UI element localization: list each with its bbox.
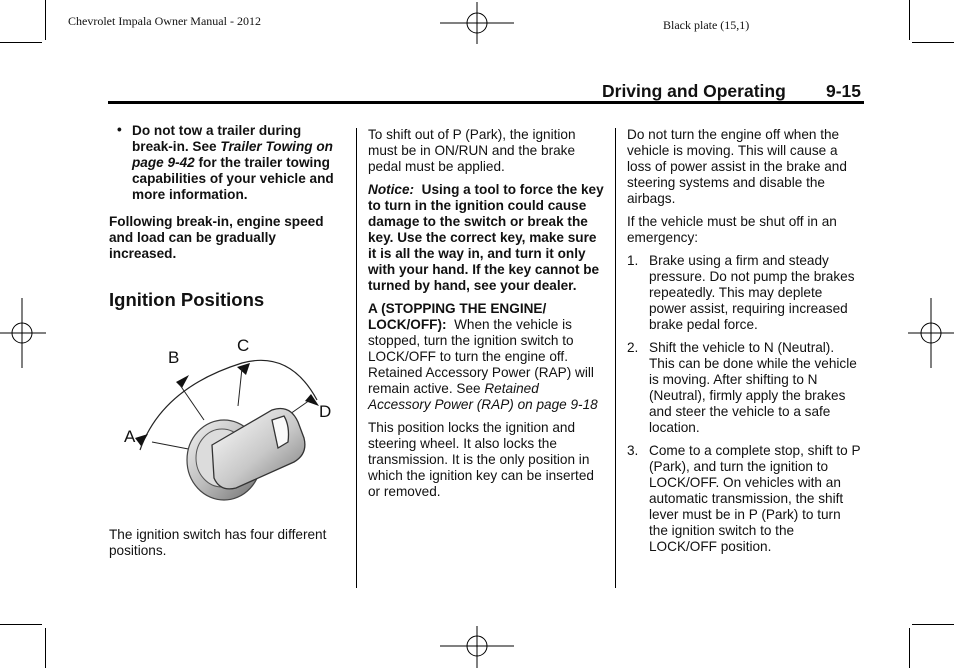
section-title: Driving and Operating <box>602 81 786 101</box>
position-line-c <box>238 368 242 406</box>
position-a-label: A (STOPPING THE ENGINE/ LOCK/OFF): <box>368 301 547 332</box>
list-item <box>627 443 863 555</box>
arrow-c <box>237 363 250 375</box>
bullet-item <box>109 123 345 203</box>
paragraph-breakin: Following break-in, engine speed and load can be gradually increased. <box>109 214 324 261</box>
list-text: Shift the vehicle to N (Neutral). This can be done while the vehicle is moving. After shifting to N (Neutral), firmly apply the brakes and steer the vehicle to a safe location. <box>649 340 857 435</box>
cross-reference-link[interactable]: Retained Accessory Power (RAP) on page 9-18 <box>368 381 598 412</box>
section-heading: Ignition Positions <box>109 289 265 310</box>
position-a-text: When the vehicle is stopped, turn the ignition switch to LOCK/OFF to turn the engine off. Retained Accessory Power (RAP) will remain active. See <box>368 317 594 396</box>
label-c: C <box>237 336 250 355</box>
list-text: Brake using a firm and steady pressure. Do not pump the brakes repeatedly. This may deplete power assist, requiring increased brake pedal force. <box>649 253 855 332</box>
crop-mark <box>912 42 954 43</box>
arrow-a <box>135 434 148 446</box>
list-item <box>627 253 863 333</box>
figure-caption <box>109 527 349 566</box>
column-1 <box>109 123 345 269</box>
paragraph-donot: Do not turn the engine off when the vehicle is moving. This will cause a loss of power assist in the brake and steering systems and disable the airbags. <box>627 127 847 206</box>
column-divider <box>356 128 357 588</box>
label-a: A <box>124 427 136 446</box>
plate-label-left: Chevrolet Impala Owner Manual - 2012 <box>68 14 261 28</box>
paragraph-locks: This position locks the ignition and steering wheel. It also locks the transmission. It is the only position in which the ignition key can be inserted or removed. <box>368 420 594 499</box>
crop-mark <box>912 624 954 625</box>
registration-mark-left <box>0 298 46 368</box>
label-d: D <box>319 402 332 421</box>
bullet-text: for the trailer towing capabilities of your vehicle and more information. <box>132 155 334 202</box>
page-number: 9-15 <box>826 81 862 101</box>
crop-mark <box>45 628 46 668</box>
cross-reference-link[interactable]: Trailer Towing on page 9-42 <box>132 139 333 170</box>
crop-mark <box>909 628 910 668</box>
column-2 <box>368 127 604 507</box>
position-a-block <box>368 301 604 413</box>
crop-mark <box>0 624 42 625</box>
notice-text: Using a tool to force the key to turn in the ignition could cause damage to the switch or break the key. Use the correct key, make sure it is all the way in, and turn it only with your hand. If the key cannot be turned by hand, see your dealer. <box>368 182 604 293</box>
list-item <box>627 340 863 436</box>
plate-label-right: Black plate (15,1) <box>663 18 750 32</box>
header-rule <box>108 101 864 104</box>
paragraph-emergency: If the vehicle must be shut off in an emergency: <box>627 214 837 245</box>
list-number: 2. <box>627 340 639 355</box>
ignition-switch-figure <box>112 330 342 505</box>
paragraph-positions: The ignition switch has four different positions. <box>109 527 327 558</box>
crop-mark <box>45 0 46 40</box>
registration-mark-right <box>908 298 954 368</box>
crop-mark <box>909 0 910 40</box>
list-number: 1. <box>627 253 639 268</box>
label-b: B <box>168 348 180 367</box>
notice-label: Notice: <box>368 182 415 197</box>
crop-mark <box>0 42 42 43</box>
list-number: 3. <box>627 443 639 458</box>
notice-block <box>368 182 604 294</box>
column-3 <box>627 127 863 562</box>
position-line-b <box>180 385 204 420</box>
list-text: Come to a complete stop, shift to P (Park), and turn the ignition to LOCK/OFF. On vehicles with an automatic transmission, the shift lever must be in P (Park) to turn the ignition switch to the LOCK/OFF position. <box>649 443 861 554</box>
registration-mark-top <box>440 2 514 46</box>
paragraph-shift: To shift out of P (Park), the ignition must be in ON/RUN and the brake pedal must be applied. <box>368 127 576 174</box>
position-line-d <box>290 400 310 414</box>
arrow-b <box>176 375 189 388</box>
registration-mark-bottom <box>440 624 514 668</box>
bullet-text: Do not tow a trailer during break-in. See <box>132 123 302 154</box>
column-divider <box>615 128 616 588</box>
